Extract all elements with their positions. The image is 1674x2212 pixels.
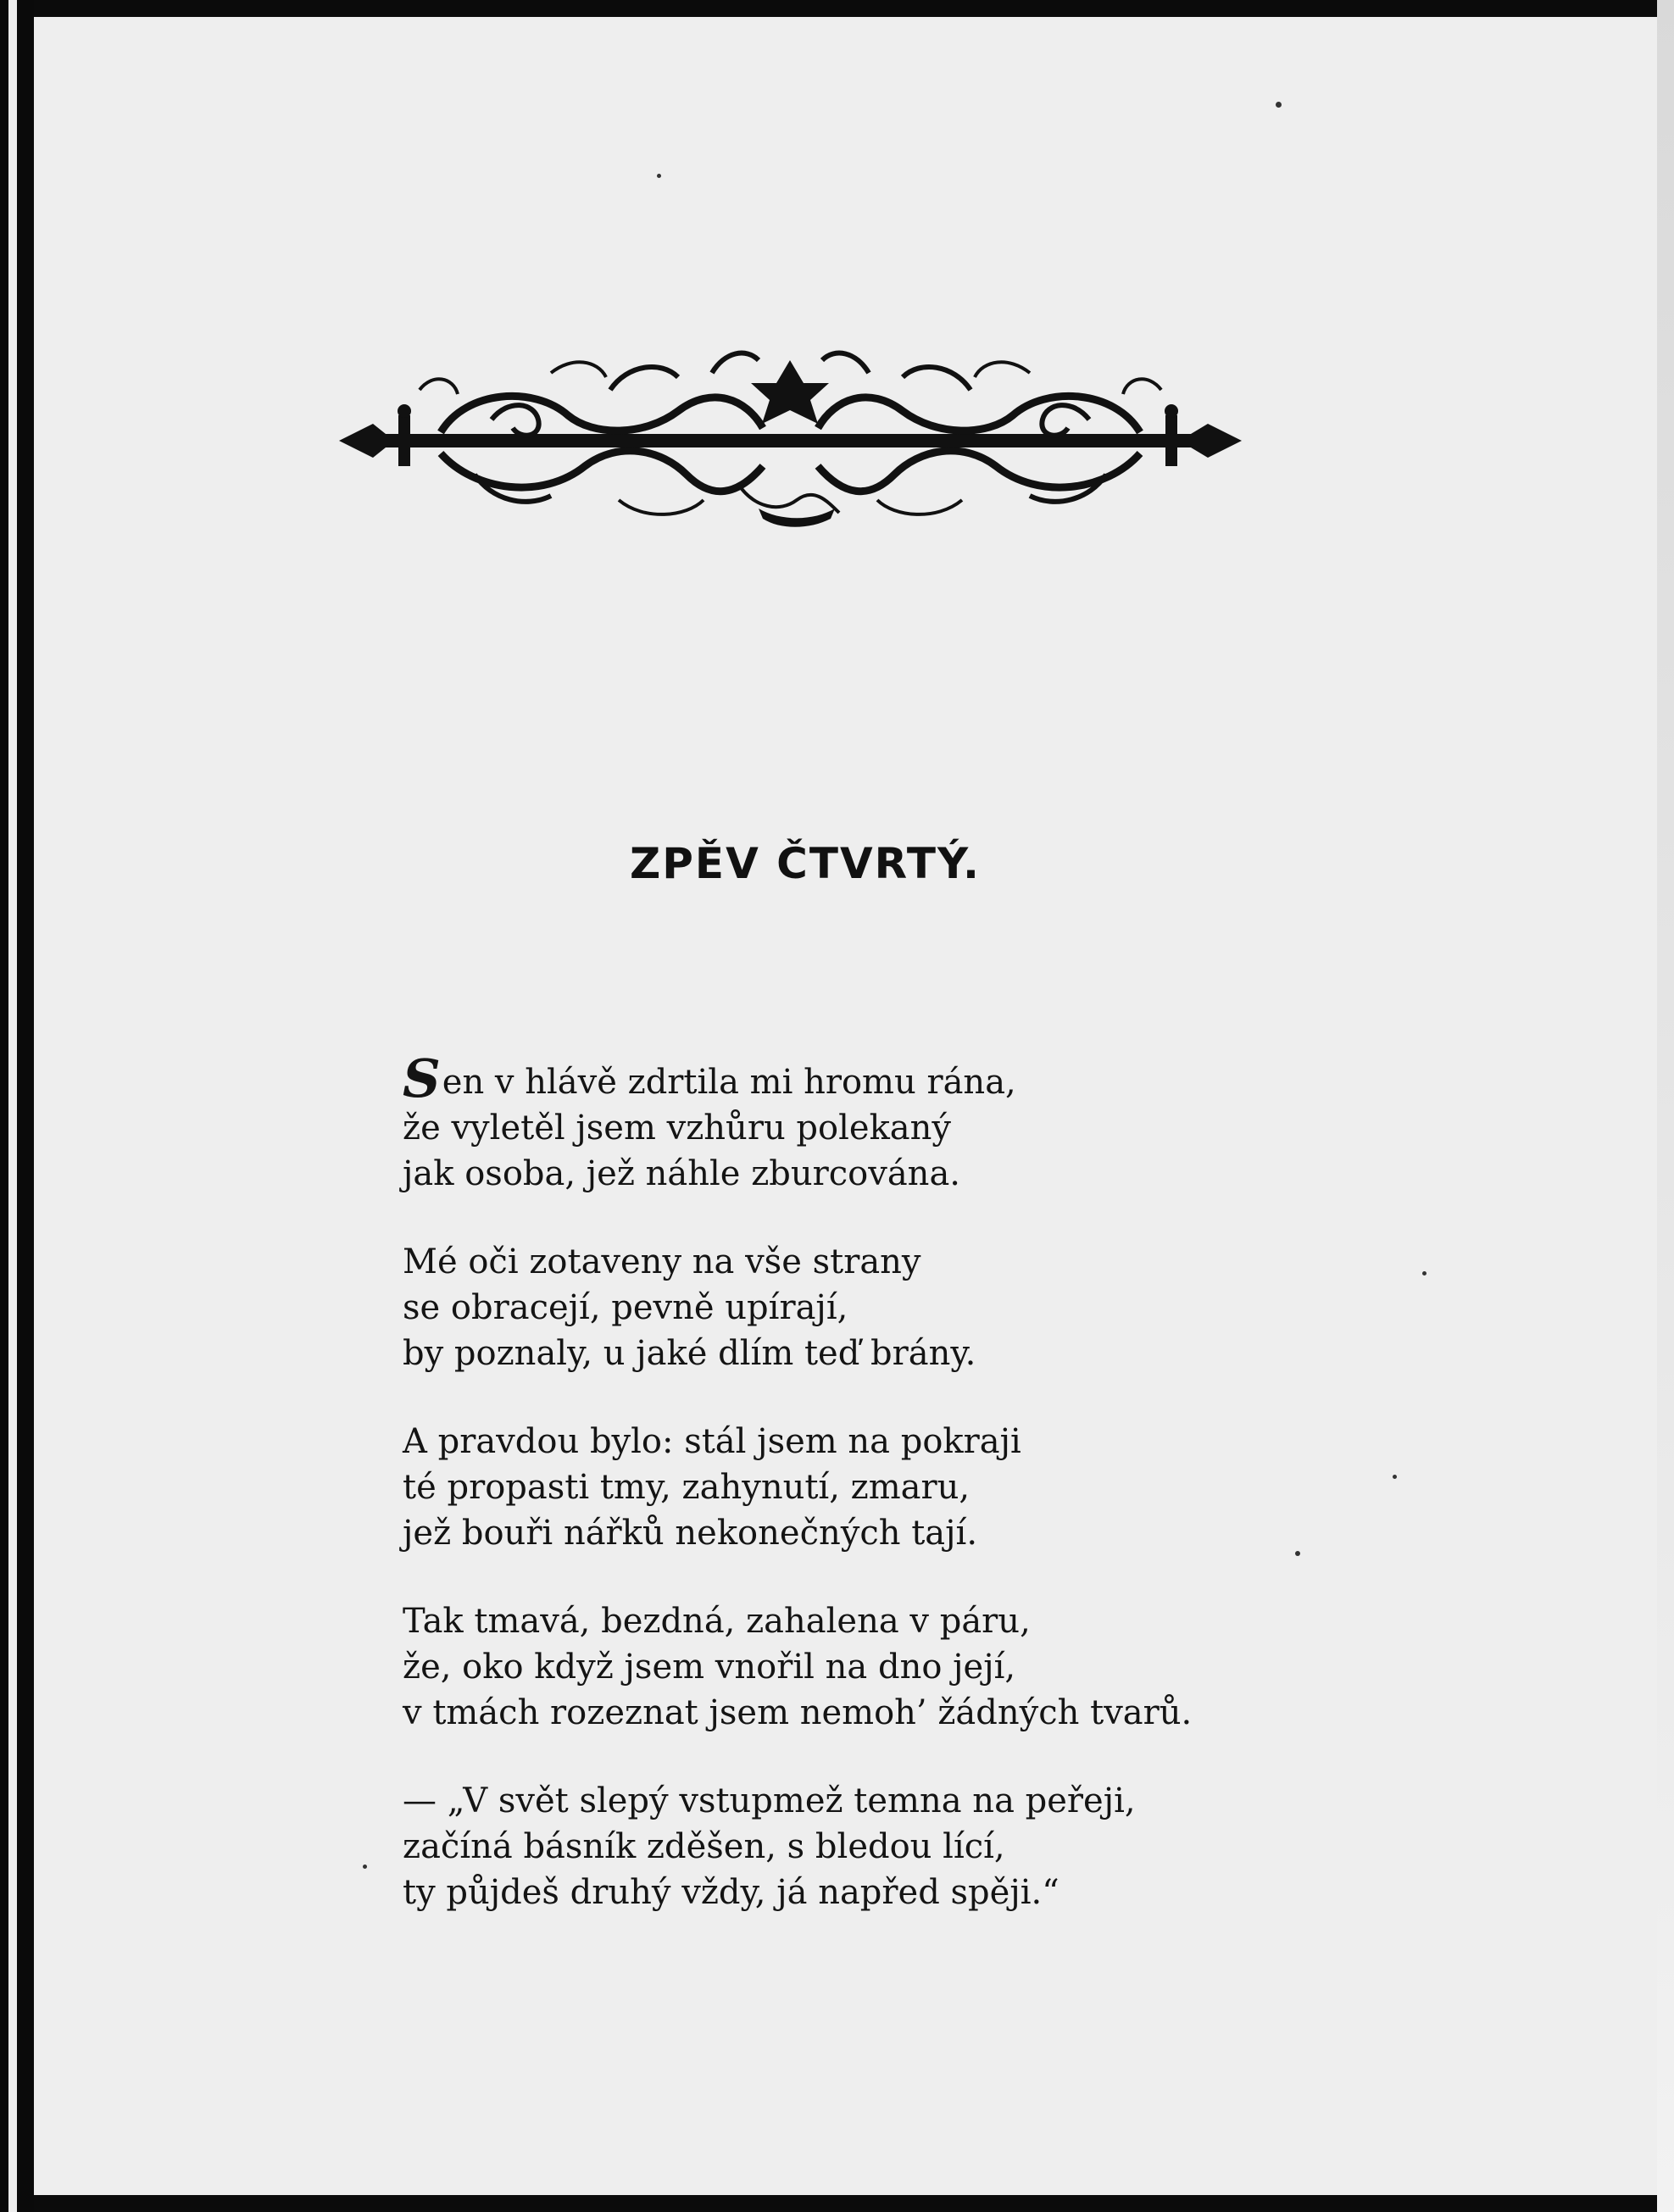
poem-body <box>403 1048 1377 1958</box>
stanza <box>403 1239 1377 1376</box>
floral-star-ornament-icon <box>339 339 1242 534</box>
poem-line: by poznaly, u jaké dlím teď brány. <box>403 1334 976 1373</box>
drop-cap: S <box>403 1048 441 1109</box>
paper-speck <box>1393 1475 1397 1479</box>
paper-speck <box>363 1865 367 1869</box>
poem-line: se obracejí, pevně upírají, <box>403 1288 848 1327</box>
poem-line: Tak tmavá, bezdná, zahalena v páru, <box>403 1602 1031 1641</box>
poem-line: jak osoba, jež náhle zburcována. <box>403 1154 961 1193</box>
poem-line: že, oko když jsem vnořil na dno její, <box>403 1648 1016 1687</box>
poem-line: že vyletěl jsem vzhůru polekaný <box>403 1109 952 1148</box>
stanza <box>403 1419 1377 1556</box>
poem-line: začíná básník zděšen, s bledou lící, <box>403 1827 1005 1866</box>
chapter-title: ZPĚV ČTVRTÝ. <box>630 839 981 888</box>
paper-speck <box>1422 1271 1427 1276</box>
poem-line: té propasti tmy, zahynutí, zmaru, <box>403 1468 970 1507</box>
poem-line: jež bouři nářků nekonečných tají. <box>403 1514 978 1553</box>
poem-line: Mé oči zotaveny na vše strany <box>403 1242 921 1281</box>
poem-line: — „V svět slepý vstupmež temna na peřeji, <box>403 1781 1136 1820</box>
stanza <box>403 1048 1377 1197</box>
paper-speck <box>1276 102 1282 108</box>
stanza <box>403 1778 1377 1915</box>
poem-line: A pravdou bylo: stál jsem na pokraji <box>403 1422 1021 1461</box>
poem-line: v tmách rozeznat jsem nemoh’ žádných tvarů. <box>403 1693 1193 1732</box>
first-line-text: en v hlávě zdrtila mi hromu rána, <box>442 1063 1016 1102</box>
poem-line: ty půjdeš druhý vždy, já napřed spěji.“ <box>403 1873 1059 1912</box>
page-left-edge <box>0 0 34 2212</box>
poem-line <box>403 1048 1377 1109</box>
stanza <box>403 1598 1377 1736</box>
binding-strip <box>8 0 17 2212</box>
page-right-edge <box>1657 0 1674 2212</box>
paper-speck <box>657 174 661 178</box>
